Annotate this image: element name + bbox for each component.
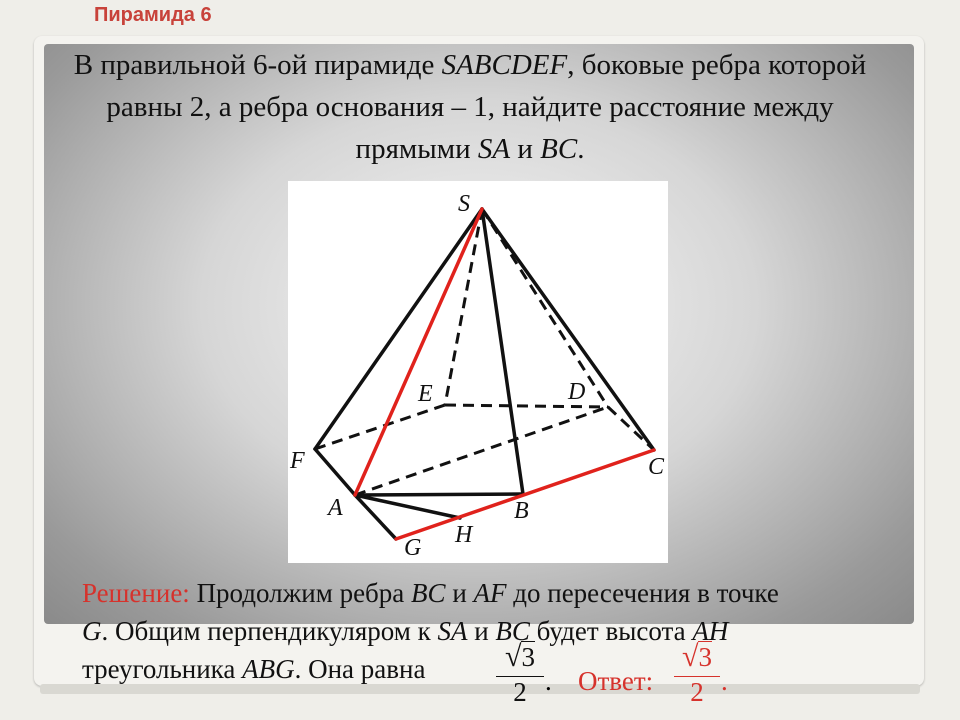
edge-FA	[315, 449, 355, 495]
answer-label: Ответ:	[578, 666, 654, 696]
solution-label: Решение:	[82, 578, 190, 608]
solution-value-fraction: √3 2	[496, 640, 544, 708]
edge-ED-hidden	[445, 405, 608, 407]
segment-AH	[355, 495, 460, 518]
edge-SF	[315, 209, 482, 449]
label-H: H	[455, 522, 473, 548]
answer-period: .	[721, 666, 728, 696]
label-D: D	[568, 379, 586, 405]
slide-title: Пирамида 6	[94, 4, 212, 26]
edge-SB	[482, 209, 523, 494]
solution-value-period: .	[545, 666, 552, 696]
pyramid-name: SABCDEF	[441, 49, 568, 81]
answer-fraction: √3 2	[674, 640, 720, 708]
edge-SA-highlight	[355, 209, 482, 495]
label-C: C	[648, 454, 665, 480]
solution-text: Решение: Продолжим ребра BC и AF до пересечения в точке G. Общим перпендикуляром к SA и BC будет высота AH треугольника ABG. Она равна	[82, 578, 779, 684]
edge-SC	[482, 209, 654, 450]
diagonal-AD-hidden	[355, 407, 608, 495]
edge-DC-hidden	[608, 407, 654, 450]
label-F: F	[290, 448, 305, 474]
problem-statement: В правильной 6-ой пирамиде SABCDEF, боковые ребра которой равны 2, а ребра основания – 1, найдите расстояние между прямыми SA и BC.	[73, 49, 867, 165]
edge-AB	[355, 494, 523, 495]
pyramid-figure	[288, 181, 668, 563]
label-G: G	[404, 535, 422, 561]
label-B: B	[514, 498, 529, 524]
label-A: A	[328, 495, 343, 521]
label-E: E	[418, 381, 433, 407]
label-S: S	[458, 191, 470, 217]
pyramid-drawing	[288, 181, 668, 563]
edge-SD-hidden	[482, 209, 608, 407]
